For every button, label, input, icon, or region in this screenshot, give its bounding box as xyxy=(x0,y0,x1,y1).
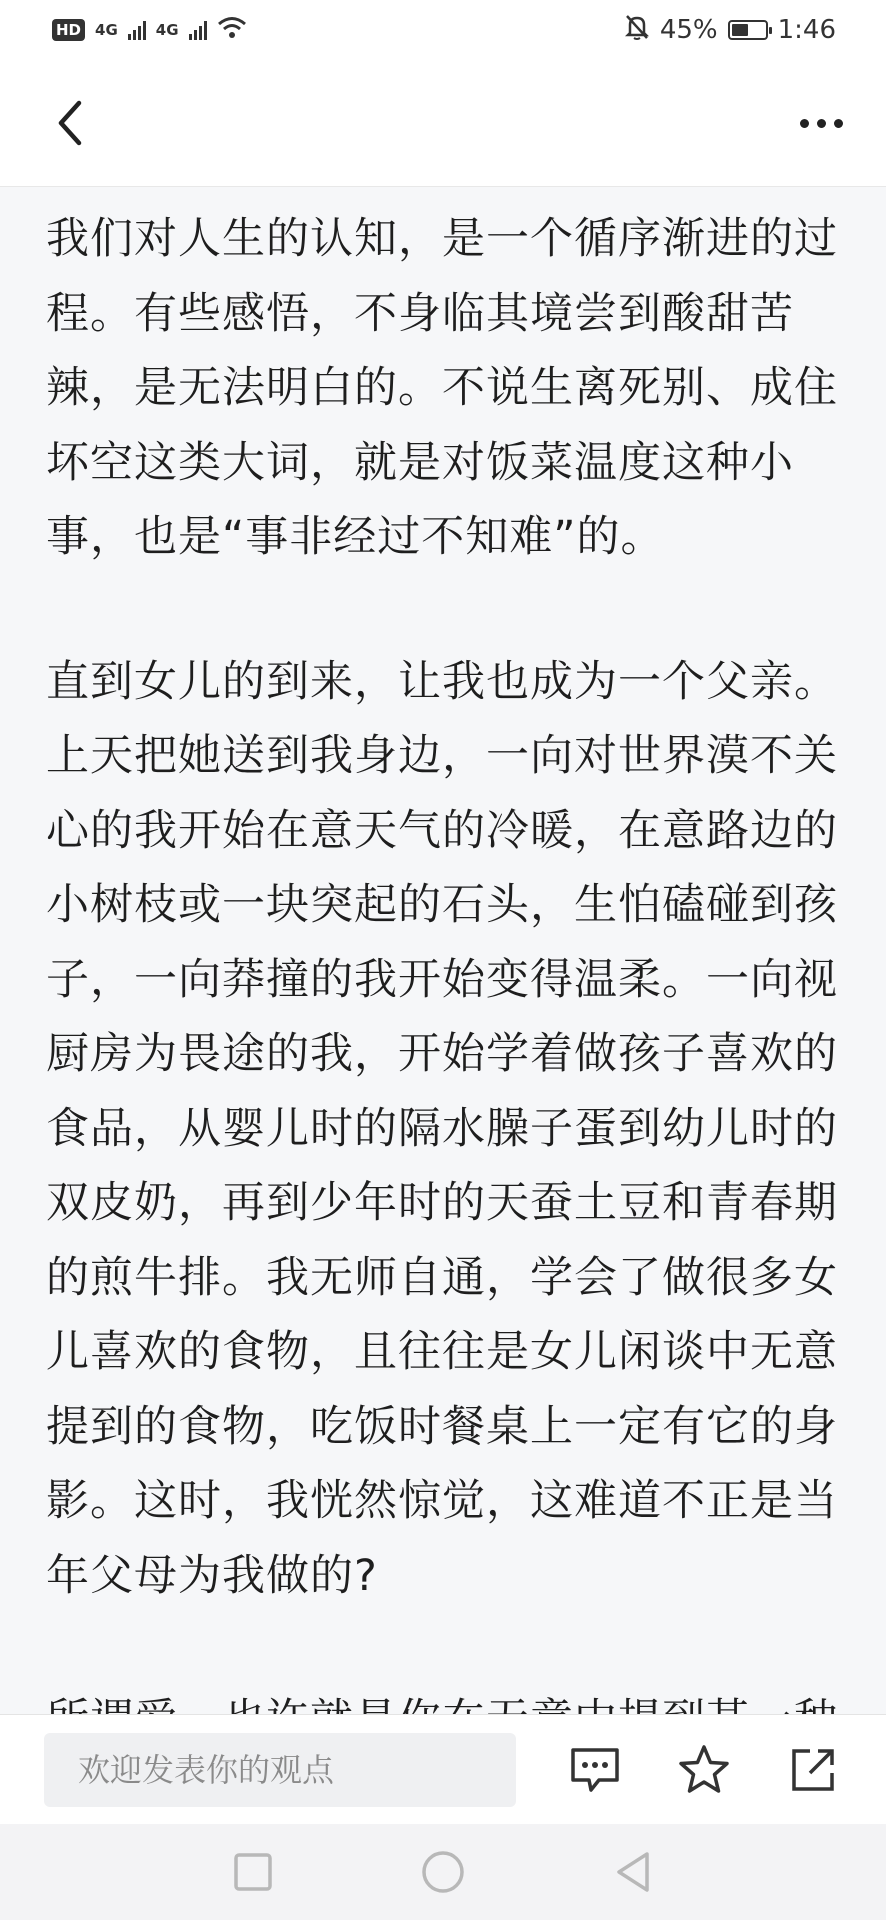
more-button[interactable] xyxy=(786,90,856,156)
article-body[interactable] xyxy=(0,186,886,1714)
star-icon xyxy=(677,1744,731,1796)
home-button[interactable] xyxy=(413,1842,473,1902)
signal-icon xyxy=(189,20,207,40)
battery-percent: 45% xyxy=(659,15,718,45)
home-icon xyxy=(421,1850,465,1894)
share-icon xyxy=(788,1745,838,1795)
share-button[interactable] xyxy=(776,1733,850,1807)
back-icon xyxy=(55,99,85,147)
comments-button[interactable] xyxy=(558,1733,632,1807)
recents-button[interactable] xyxy=(223,1842,283,1902)
hd-icon: HD xyxy=(52,19,85,41)
mute-bell-icon xyxy=(624,13,650,48)
status-right xyxy=(624,13,836,48)
network-type-2: 4G xyxy=(155,20,179,39)
battery-icon xyxy=(728,20,768,40)
article-paragraph: 我们对人生的认知，是一个循序渐进的过程。有些感悟，不身临其境尝到酸甜苦辣，是无法明白的。不说生离死别、成住坏空这类大词，就是对饭菜温度这种小事，也是“事非经过不知难”的。 xyxy=(46,214,838,562)
comment-input[interactable] xyxy=(44,1733,516,1807)
back-nav-icon xyxy=(613,1850,653,1894)
wifi-icon xyxy=(217,15,247,46)
back-button[interactable] xyxy=(40,90,100,156)
app-header xyxy=(0,60,886,187)
status-left xyxy=(52,15,247,46)
recents-icon xyxy=(233,1852,273,1892)
more-icon xyxy=(817,119,826,128)
comment-icon xyxy=(569,1746,621,1794)
signal-icon xyxy=(128,20,146,40)
back-nav-button[interactable] xyxy=(603,1842,663,1902)
status-bar xyxy=(0,0,886,60)
clock: 1:46 xyxy=(777,15,836,45)
network-type-1: 4G xyxy=(95,20,118,39)
more-icon xyxy=(800,119,809,128)
system-nav-bar xyxy=(0,1824,886,1920)
comment-bar xyxy=(0,1714,886,1824)
more-icon xyxy=(834,119,843,128)
favorite-button[interactable] xyxy=(667,1733,741,1807)
article-paragraph: 直到女儿的到来，让我也成为一个父亲。上天把她送到我身边，一向对世界漠不关心的我开始在意天气的冷暖，在意路边的小树枝或一块突起的石头，生怕磕碰到孩子，一向莽撞的我开始变得温柔。一向视厨房为畏途的我，开始学着做孩子喜欢的食品，从婴儿时的隔水臊子蛋到幼儿时的双皮奶，再到少年时的天蚕土豆和青春期的煎牛排。我无师自通，学会了做很多女儿喜欢的食物，且往往是女儿闲谈中无意提到的食物，吃饭时餐桌上一定有它的身影。这时，我恍然惊觉，这难道不正是当年父母为我做的? xyxy=(46,656,838,1601)
